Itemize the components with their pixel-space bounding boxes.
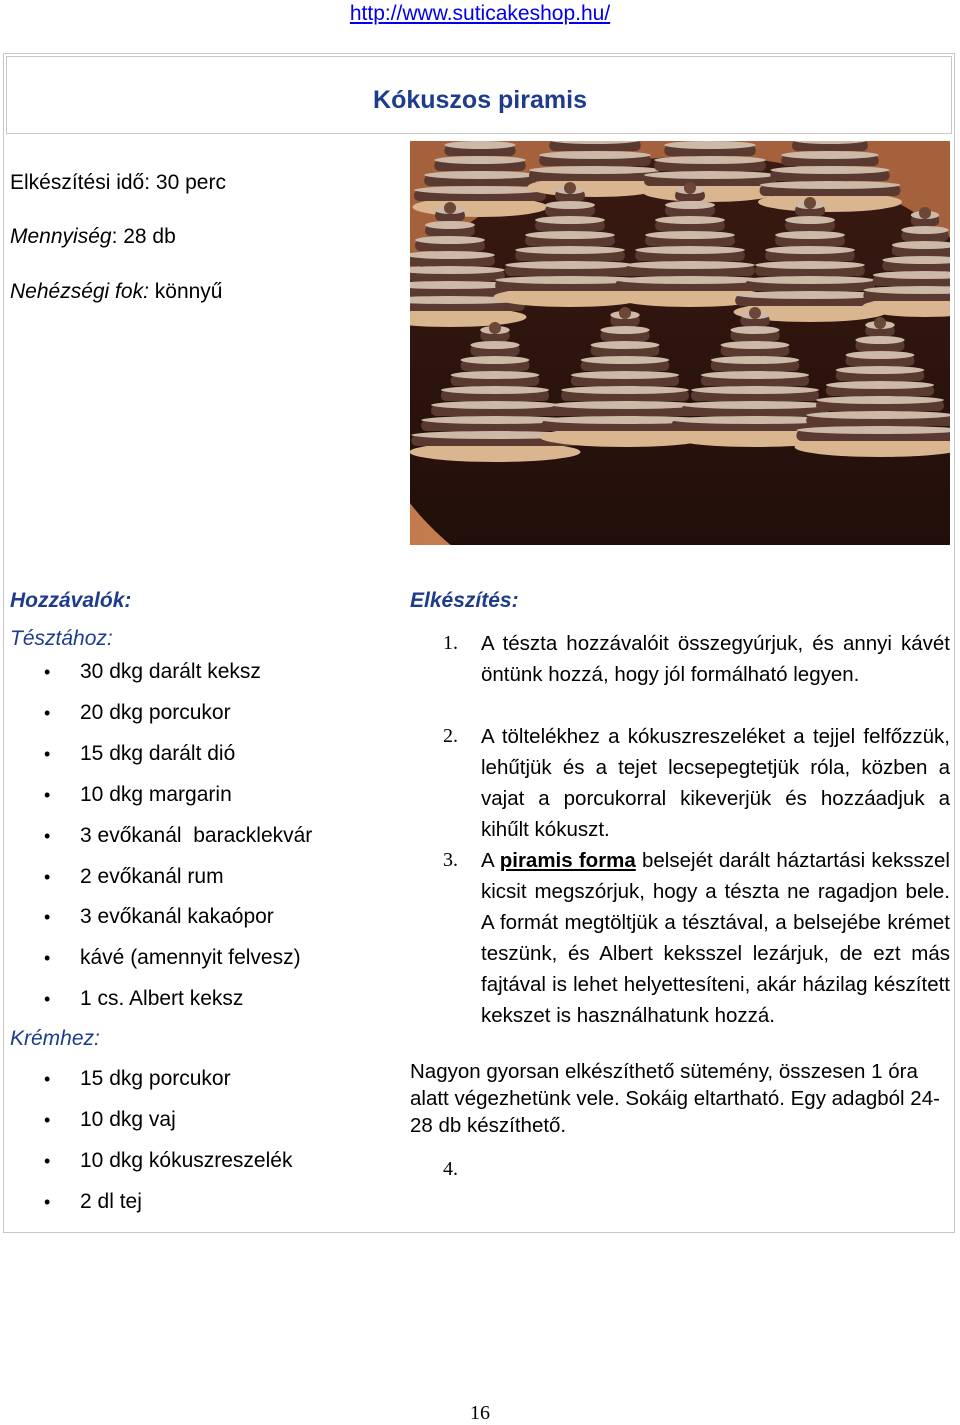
ingredient-item: 3 evőkanál baracklekvár: [80, 824, 313, 847]
coconut-ring: [770, 166, 889, 174]
coconut-ring: [711, 356, 800, 364]
step-number: 1.: [443, 632, 458, 654]
coconut-ring: [545, 201, 595, 209]
coconut-ring: [721, 341, 790, 349]
coconut-ring: [434, 156, 525, 164]
prep-time-value: 30 perc: [155, 171, 226, 194]
bullet-icon: •: [44, 662, 51, 682]
page-number: 16: [470, 1402, 490, 1424]
coconut-ring: [826, 381, 934, 389]
coconut-ring: [441, 386, 549, 394]
coconut-ring: [755, 261, 865, 269]
coconut-ring: [591, 341, 660, 349]
ingredient-item: kávé (amennyit felvesz): [80, 946, 301, 969]
coconut-ring: [701, 371, 809, 379]
ingredient-item: 2 evőkanál rum: [80, 865, 224, 888]
prep-time-label: Elkészítési idő:: [10, 171, 151, 194]
bullet-icon: •: [44, 907, 51, 927]
cake-top: [489, 322, 501, 334]
coconut-ring: [836, 366, 925, 374]
coconut-ring: [551, 401, 699, 409]
quantity-label: Mennyiség: [10, 225, 112, 248]
coconut-ring: [901, 226, 948, 234]
cake-top: [874, 317, 886, 329]
coconut-ring: [571, 371, 679, 379]
bullet-icon: •: [44, 826, 51, 846]
ingredient-item: 30 dkg darált keksz: [80, 660, 261, 683]
recipe-title: Kókuszos piramis: [373, 86, 587, 114]
coconut-ring: [644, 171, 776, 179]
bullet-icon: •: [44, 744, 51, 764]
bullet-icon: •: [44, 703, 51, 723]
cake-top: [919, 207, 931, 219]
cake-top: [804, 197, 816, 209]
coconut-ring: [414, 186, 546, 194]
ingredient-item: 1 cs. Albert keksz: [80, 987, 244, 1010]
step-number: 4.: [443, 1158, 458, 1180]
site-url-link[interactable]: http://www.suticakeshop.hu/: [349, 2, 611, 25]
bullet-icon: •: [44, 1110, 51, 1130]
dough-label: Tésztához:: [10, 627, 113, 650]
coconut-ring: [745, 276, 875, 284]
coconut-ring: [461, 356, 530, 364]
step-text: [481, 845, 950, 1031]
coconut-ring: [539, 151, 651, 159]
difficulty: [10, 280, 222, 304]
coconut-ring: [415, 236, 485, 244]
step-text: A tészta hozzávalóit összegyúrjuk, és annyi kávét öntünk hozzá, hogy jól formálható legyen.: [481, 632, 950, 686]
ingredients-heading: Hozzávalók:: [10, 589, 132, 612]
ingredient-item: 15 dkg porcukor: [80, 1067, 231, 1090]
difficulty-label: Nehézségi fok:: [10, 280, 149, 303]
coconut-ring: [785, 216, 835, 224]
coconut-ring: [816, 396, 944, 404]
recipe-photo: [410, 141, 950, 545]
coconut-ring: [855, 336, 904, 344]
ingredient-item: 20 dkg porcukor: [80, 701, 231, 724]
coconut-ring: [444, 141, 515, 149]
ingredient-item: 10 dkg vaj: [80, 1108, 176, 1131]
step-number: 2.: [443, 725, 458, 747]
ingredient-item: 3 evőkanál kakaópor: [80, 905, 274, 928]
closing-note: Nagyon gyorsan elkészíthető sütemény, összesen 1 óra alatt végezhetünk vele. Sokáig eltartható. Egy adagból 24-28 db készíthető.: [410, 1060, 940, 1137]
coconut-ring: [846, 351, 915, 359]
coconut-ring: [581, 356, 670, 364]
coconut-ring: [515, 246, 625, 254]
coconut-ring: [425, 221, 475, 229]
coconut-ring: [525, 231, 615, 239]
ingredient-item: 2 dl tej: [80, 1190, 142, 1213]
bullet-icon: •: [44, 989, 51, 1009]
bullet-icon: •: [44, 948, 51, 968]
coconut-ring: [615, 276, 765, 284]
coconut-ring: [760, 181, 901, 189]
coconut-ring: [775, 231, 845, 239]
difficulty-value: könnyű: [154, 280, 223, 303]
coconut-ring: [451, 371, 540, 379]
coconut-ring: [781, 151, 878, 159]
ingredient-item: 10 dkg margarin: [80, 783, 232, 806]
cream-label: Krémhez:: [10, 1027, 100, 1050]
coconut-ring: [806, 411, 950, 419]
coconut-ring: [681, 401, 829, 409]
coconut-ring: [735, 291, 885, 299]
coconut-ring: [600, 326, 649, 334]
preparation-heading: Elkészítés:: [410, 589, 519, 612]
bullet-icon: •: [44, 1192, 51, 1212]
piramis-forma-link[interactable]: piramis forma: [499, 849, 636, 872]
quantity-value: : 28 db: [111, 225, 176, 248]
quantity: [10, 225, 176, 249]
step-text-part: belsejét darált háztartási keksszel kicsit megszórjuk, hogy a tészta ne ragadjon bele. A formát megtöltjük a tésztával, a belsejébe krémet teszünk, és Albert keksszel lezárjuk, de ezt más fajtával is lehet helyettesíteni, akár házilag készített kekszet is használhatunk hozzá.: [481, 849, 950, 1027]
coconut-ring: [635, 246, 745, 254]
coconut-pyramid-cakes-image: [410, 141, 950, 545]
coconut-ring: [561, 386, 689, 394]
coconut-ring: [730, 326, 779, 334]
prep-time: [10, 171, 226, 195]
coconut-ring: [665, 201, 715, 209]
coconut-ring: [654, 156, 766, 164]
coconut-ring: [505, 261, 635, 269]
coconut-ring: [765, 246, 855, 254]
cake-top: [619, 307, 631, 319]
cake-top: [444, 202, 456, 214]
bullet-icon: •: [44, 785, 51, 805]
bullet-icon: •: [44, 1151, 51, 1171]
coconut-ring: [535, 216, 605, 224]
step-number: 3.: [443, 849, 458, 871]
coconut-ring: [664, 141, 755, 149]
bullet-icon: •: [44, 1069, 51, 1089]
coconut-ring: [655, 216, 725, 224]
bullet-icon: •: [44, 867, 51, 887]
step-text: A töltelékhez a kókuszreszeléket a tejjel felfőzzük, lehűtjük és a tejet lecsepegtetjük róla, közben a vajat a porcukorral kikeverjük és hozzáadjuk a kihűlt kókuszt.: [481, 725, 950, 841]
coconut-ring: [470, 341, 519, 349]
cake-top: [749, 307, 761, 319]
coconut-ring: [691, 386, 819, 394]
ingredient-item: 15 dkg darált dió: [80, 742, 236, 765]
coconut-ring: [529, 166, 661, 174]
coconut-ring: [645, 231, 735, 239]
coconut-ring: [431, 401, 559, 409]
coconut-ring: [424, 171, 536, 179]
ingredient-item: 10 dkg kókuszreszelék: [80, 1149, 293, 1172]
cake-top: [684, 182, 696, 194]
coconut-ring: [625, 261, 755, 269]
step-text-part: A: [481, 849, 500, 872]
cake-top: [564, 182, 576, 194]
